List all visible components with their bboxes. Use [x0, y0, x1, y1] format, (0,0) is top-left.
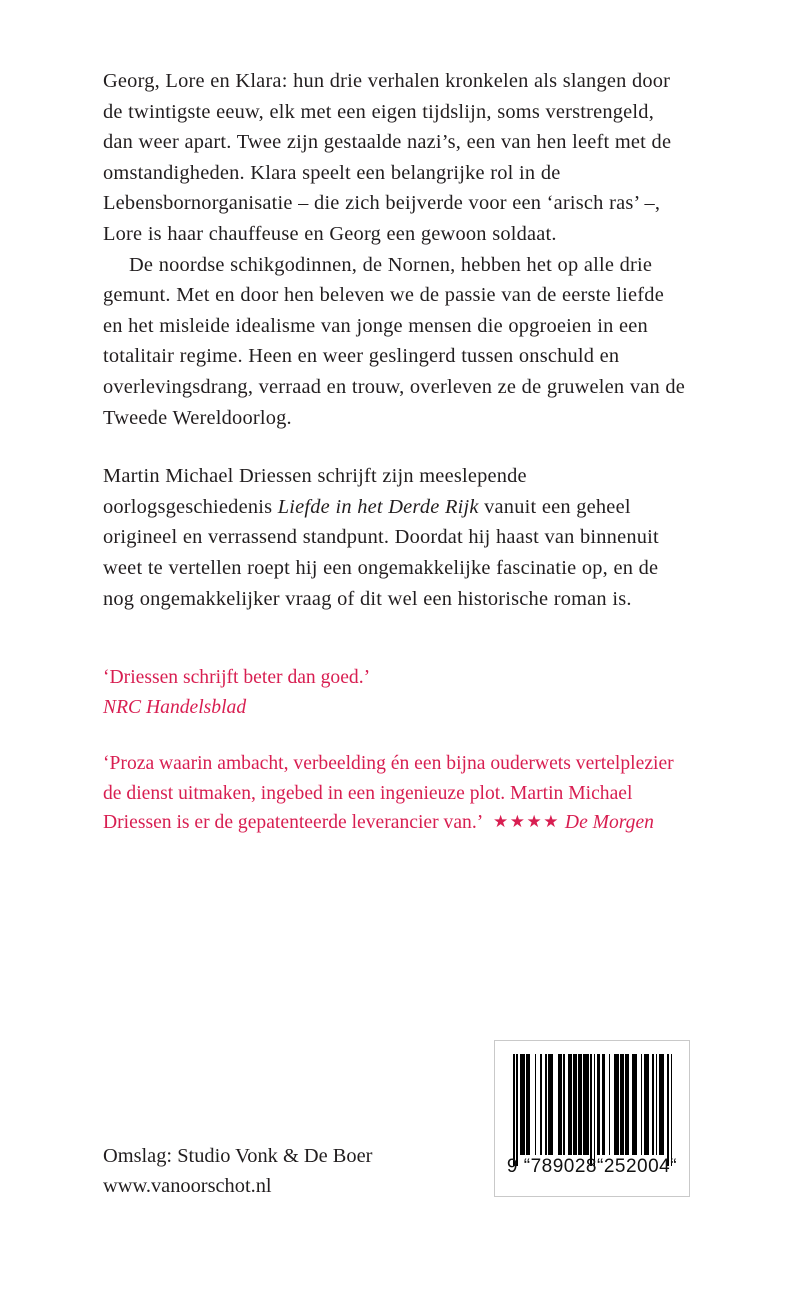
- credits-block: [103, 1141, 523, 1201]
- blurb-paragraph-1: Georg, Lore en Klara: hun drie verhalen kronkelen als slangen door de twintigste eeuw, elk met een eigen tijdslijn, soms verstrengeld, dan weer apart. Twee zijn gestaalde nazi’s, een van hen leeft met de omstandigheden. Klara speelt een belangrijke rol in de Lebensbornorganisatie – die zich beijverde voor een ‘arisch ras’ –, Lore is haar chauffeuse en Georg een gewoon soldaat.: [103, 70, 672, 245]
- cover-credit-line: Omslag: Studio Vonk & De Boer: [103, 1145, 373, 1167]
- barcode-bar: [548, 1054, 553, 1155]
- blurb-paragraph-2: De noordse schikgodinnen, de Nornen, hebben het op alle drie gemunt. Met en door hen beleven we de passie van de eerste liefde en het misleide idealisme van jonge mensen die opgroeien in een totalitair regime. Heen en weer geslingerd tussen onschuld en overlevingsdrang, verraad en trouw, overleven ze de gruwelen van de Tweede Wereldoorlog.: [103, 253, 686, 429]
- blurb-paragraph-3-tail: vanuit een geheel origineel en verrassend standpunt. Doordat hij haast van binnenuit weet te vertellen roept hij een ongemakkelijke fascinatie op, en de nog ongemakkelijker vraag of dit wel een historische roman is.: [103, 495, 659, 610]
- paragraph-spacer: [103, 433, 687, 461]
- barcode-graphic: [495, 1041, 689, 1196]
- review-quotes-block: [103, 663, 687, 838]
- barcode-bar: [632, 1054, 637, 1155]
- book-title-italic: Liefde in het Derde Rijk: [277, 495, 479, 518]
- barcode-digits: 9 “789028“252004“: [506, 1156, 678, 1177]
- review-quote-2: [103, 749, 687, 838]
- barcode-bar: [614, 1054, 619, 1155]
- blurb-text-block: [103, 66, 687, 614]
- star-rating-icon: ★★★★: [493, 812, 561, 831]
- barcode-bar: [659, 1054, 664, 1155]
- barcode-bar: [526, 1054, 529, 1155]
- barcode-bar: [583, 1054, 588, 1155]
- quote-spacer: [103, 722, 687, 749]
- barcode-bar: [540, 1054, 542, 1155]
- barcode-icon: [494, 1040, 690, 1197]
- review-quote-1: [103, 663, 687, 722]
- barcode-bar: [578, 1054, 581, 1155]
- barcode-bar: [609, 1054, 611, 1155]
- barcode-bar: [563, 1054, 565, 1155]
- barcode-bar: [671, 1054, 673, 1166]
- review-quote-1-source: NRC Handelsblad: [103, 696, 247, 718]
- blurb-paragraph-3-lead: Martin Michael Driessen schrijft zijn meeslepende oorlogsgeschiedenis: [103, 465, 527, 518]
- barcode-bar: [594, 1054, 596, 1166]
- barcode-bar: [573, 1054, 576, 1155]
- review-quote-1-text: ‘Driessen schrijft beter dan goed.’: [103, 667, 371, 688]
- blurb-paragraph-3: [103, 461, 687, 614]
- barcode-bar: [625, 1054, 628, 1155]
- barcode-bar: [558, 1054, 561, 1155]
- barcode-bar: [535, 1054, 537, 1155]
- barcode-bars: [513, 1054, 673, 1166]
- barcode-bar: [644, 1054, 649, 1155]
- review-quote-2-source: De Morgen: [564, 812, 654, 833]
- barcode-bar: [568, 1054, 571, 1155]
- barcode-bar: [652, 1054, 654, 1155]
- barcode-bar: [620, 1054, 623, 1155]
- barcode-bar: [597, 1054, 600, 1155]
- review-quote-2-text: ‘Proza waarin ambacht, verbeelding én een bijna ouderwets vertelplezier de dienst uitmaken, ingebed in een ingenieuze plot. Martin Michael Driessen is er de gepatenteerde leverancier van.’: [103, 753, 674, 833]
- barcode-bar: [656, 1054, 658, 1155]
- barcode-bar: [667, 1054, 669, 1166]
- publisher-website[interactable]: www.vanoorschot.nl: [103, 1175, 272, 1197]
- barcode-bar: [602, 1054, 605, 1155]
- barcode-bar: [590, 1054, 592, 1166]
- barcode-bar: [641, 1054, 643, 1155]
- barcode-bar: [520, 1054, 525, 1155]
- barcode-bar: [545, 1054, 547, 1155]
